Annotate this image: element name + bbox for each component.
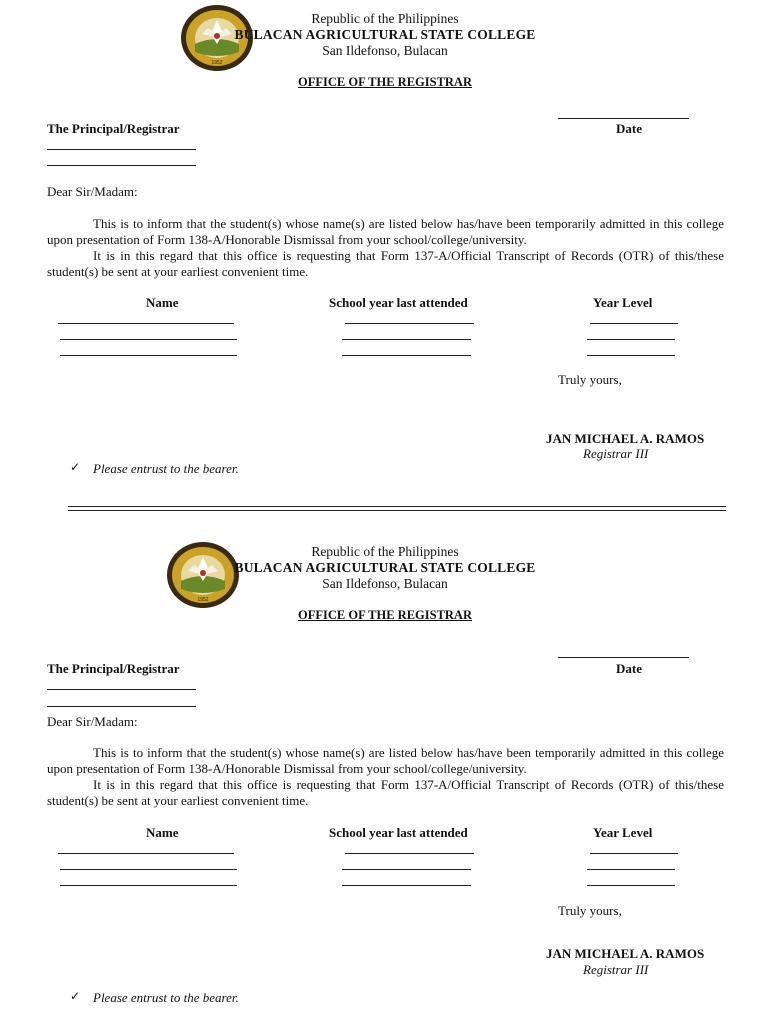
bearer-note: Please entrust to the bearer. (93, 990, 239, 1005)
addressee-label: The Principal/Registrar (47, 121, 180, 136)
school-year-line-1[interactable] (345, 323, 474, 324)
header-country: Republic of the Philippines (311, 544, 459, 559)
school-year-line-2[interactable] (342, 869, 471, 870)
column-header-year-level: Year Level (593, 825, 653, 840)
date-line[interactable] (558, 657, 689, 658)
column-header-name: Name (146, 295, 179, 310)
header-college-name: BULACAN AGRICULTURAL STATE COLLEGE (234, 27, 536, 42)
year-level-line-2[interactable] (587, 339, 675, 340)
signatory-name: JAN MICHAEL A. RAMOS (546, 431, 705, 446)
year-level-line-3[interactable] (587, 355, 675, 356)
admission-letter-bottom (0, 533, 770, 1033)
body-paragraph-1: This is to inform that the student(s) whose name(s) are listed below has/have been temporarily admitted in this college upon presentation of Form 138-A/Honorable Dismissal from your school/college/university. (47, 745, 724, 776)
school-year-line-1[interactable] (345, 853, 474, 854)
date-label: Date (616, 661, 642, 676)
checkmark-icon: ✓ (70, 989, 81, 1003)
name-line-2[interactable] (60, 339, 237, 340)
name-line-3[interactable] (60, 885, 237, 886)
column-header-year-level: Year Level (593, 295, 653, 310)
form-divider (68, 506, 726, 511)
header-college-name: BULACAN AGRICULTURAL STATE COLLEGE (234, 560, 536, 575)
year-level-line-3[interactable] (587, 885, 675, 886)
addressee-line-1[interactable] (47, 149, 196, 150)
closing: Truly yours, (558, 903, 622, 918)
header-country: Republic of the Philippines (311, 11, 459, 26)
addressee-line-2[interactable] (47, 706, 196, 707)
date-line[interactable] (558, 118, 689, 119)
school-year-line-3[interactable] (342, 885, 471, 886)
column-header-school-year: School year last attended (329, 295, 468, 310)
addressee-line-1[interactable] (47, 689, 196, 690)
date-label: Date (616, 121, 642, 136)
signatory-title: Registrar III (583, 446, 649, 461)
checkmark-icon: ✓ (70, 460, 81, 474)
salutation: Dear Sir/Madam: (47, 184, 138, 199)
column-header-name: Name (146, 825, 179, 840)
header-address: San Ildefonso, Bulacan (322, 576, 448, 591)
header-address: San Ildefonso, Bulacan (322, 43, 448, 58)
body-paragraph-2: It is in this regard that this office is requesting that Form 137-A/Official Transcript of Records (OTR) of this/these student(s) be sent at your earliest convenient time. (47, 777, 724, 808)
year-level-line-1[interactable] (590, 323, 678, 324)
bearer-note: Please entrust to the bearer. (93, 461, 239, 476)
admission-letter-top (0, 0, 770, 500)
signatory-title: Registrar III (583, 962, 649, 977)
closing: Truly yours, (558, 372, 622, 387)
office-title: OFFICE OF THE REGISTRAR (298, 608, 472, 622)
name-line-1[interactable] (58, 323, 234, 324)
seal-year: 1952 (197, 597, 209, 603)
year-level-line-2[interactable] (587, 869, 675, 870)
year-level-line-1[interactable] (590, 853, 678, 854)
name-line-3[interactable] (60, 355, 237, 356)
addressee-label: The Principal/Registrar (47, 661, 180, 676)
body-paragraph-1: This is to inform that the student(s) whose name(s) are listed below has/have been temporarily admitted in this college upon presentation of Form 138-A/Honorable Dismissal from your school/college/university. (47, 216, 724, 247)
addressee-line-2[interactable] (47, 165, 196, 166)
signatory-name: JAN MICHAEL A. RAMOS (546, 946, 705, 961)
column-header-school-year: School year last attended (329, 825, 468, 840)
school-year-line-3[interactable] (342, 355, 471, 356)
name-line-1[interactable] (58, 853, 234, 854)
school-year-line-2[interactable] (342, 339, 471, 340)
seal-year: 1952 (211, 60, 223, 66)
salutation: Dear Sir/Madam: (47, 714, 138, 729)
body-paragraph-2: It is in this regard that this office is requesting that Form 137-A/Official Transcript of Records (OTR) of this/these student(s) be sent at your earliest convenient time. (47, 248, 724, 279)
name-line-2[interactable] (60, 869, 237, 870)
office-title: OFFICE OF THE REGISTRAR (298, 75, 472, 89)
